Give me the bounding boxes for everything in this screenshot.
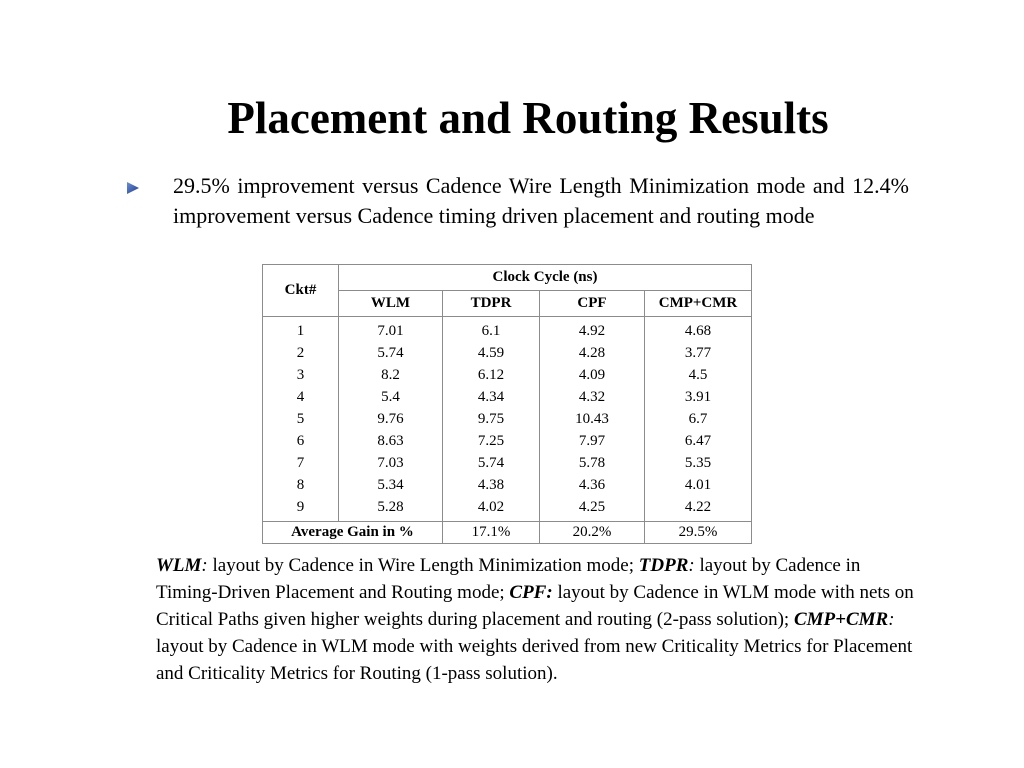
cmp-cmr-value: 6.47 <box>645 430 752 452</box>
wlm-value: 7.01 <box>339 317 443 343</box>
table-row <box>263 408 752 430</box>
wlm-description: layout by Cadence in Wire Length Minimization mode; <box>207 555 639 576</box>
table-row <box>263 474 752 496</box>
cpf-term: CPF: <box>509 582 553 603</box>
cpf-value: 4.92 <box>540 317 645 343</box>
wlm-value: 7.03 <box>339 452 443 474</box>
cmp-cmr-value: 5.35 <box>645 452 752 474</box>
wlm-value: 8.2 <box>339 364 443 386</box>
triangle-bullet-icon <box>126 181 140 195</box>
wlm-value: 5.4 <box>339 386 443 408</box>
wlm-colon: : <box>201 555 208 576</box>
tdpr-colon: : <box>688 555 695 576</box>
cpf-value: 4.28 <box>540 342 645 364</box>
cpf-value: 4.32 <box>540 386 645 408</box>
ckt-number: 9 <box>263 496 339 522</box>
wlm-value: 9.76 <box>339 408 443 430</box>
ckt-number: 8 <box>263 474 339 496</box>
wlm-value: 5.34 <box>339 474 443 496</box>
tdpr-value: 6.1 <box>443 317 540 343</box>
clock-cycle-header: Clock Cycle (ns) <box>339 265 752 291</box>
wlm-value: 5.28 <box>339 496 443 522</box>
cmp-cmr-value: 4.68 <box>645 317 752 343</box>
average-gain-label: Average Gain in % <box>263 522 443 544</box>
column-header-tdpr: TDPR <box>443 291 540 317</box>
table-header-row <box>263 265 752 291</box>
tdpr-value: 7.25 <box>443 430 540 452</box>
tdpr-term: TDPR <box>638 555 689 576</box>
table-row <box>263 452 752 474</box>
ckt-header: Ckt# <box>263 265 339 317</box>
ckt-number: 2 <box>263 342 339 364</box>
cpf-value: 4.09 <box>540 364 645 386</box>
tdpr-value: 9.75 <box>443 408 540 430</box>
ckt-number: 5 <box>263 408 339 430</box>
cmp-cmr-value: 4.5 <box>645 364 752 386</box>
bullet-text: 29.5% improvement versus Cadence Wire Length Minimization mode and 12.4% improvement versus Cadence timing driven placement and routing mode <box>173 173 909 228</box>
cmp-cmr-value: 4.01 <box>645 474 752 496</box>
ckt-number: 7 <box>263 452 339 474</box>
results-table <box>262 264 752 544</box>
cpf-description: layout by Cadence in WLM mode with nets on Critical Paths given higher weights during placement and routing (2-pass solution); <box>156 582 914 630</box>
cmp-cmr-value: 6.7 <box>645 408 752 430</box>
ckt-number: 1 <box>263 317 339 343</box>
table-row <box>263 364 752 386</box>
cpf-average-gain: 20.2% <box>540 522 645 544</box>
wlm-value: 5.74 <box>339 342 443 364</box>
tdpr-value: 4.38 <box>443 474 540 496</box>
cpf-value: 4.36 <box>540 474 645 496</box>
tdpr-value: 4.59 <box>443 342 540 364</box>
table-row <box>263 342 752 364</box>
tdpr-value: 4.02 <box>443 496 540 522</box>
ckt-number: 4 <box>263 386 339 408</box>
column-header-cpf: CPF <box>540 291 645 317</box>
cmp-cmr-value: 4.22 <box>645 496 752 522</box>
average-gain-row <box>263 522 752 544</box>
tdpr-value: 6.12 <box>443 364 540 386</box>
cpf-value: 10.43 <box>540 408 645 430</box>
tdpr-description: layout by Cadence in Timing-Driven Placement and Routing mode; <box>156 555 861 603</box>
cmp-cmr-value: 3.77 <box>645 342 752 364</box>
tdpr-average-gain: 17.1% <box>443 522 540 544</box>
cmp-cmr-average-gain: 29.5% <box>645 522 752 544</box>
cpf-value: 4.25 <box>540 496 645 522</box>
table-row <box>263 496 752 522</box>
column-header-wlm: WLM <box>339 291 443 317</box>
cpf-value: 5.78 <box>540 452 645 474</box>
wlm-value: 8.63 <box>339 430 443 452</box>
tdpr-value: 5.74 <box>443 452 540 474</box>
legend-paragraph <box>156 552 916 687</box>
cmp-cmr-colon: : <box>888 609 895 630</box>
cpf-value: 7.97 <box>540 430 645 452</box>
tdpr-value: 4.34 <box>443 386 540 408</box>
cmp-cmr-term: CMP+CMR <box>793 609 889 630</box>
ckt-number: 3 <box>263 364 339 386</box>
cmp-cmr-value: 3.91 <box>645 386 752 408</box>
table-row <box>263 317 752 343</box>
ckt-number: 6 <box>263 430 339 452</box>
table-row <box>263 386 752 408</box>
wlm-term: WLM <box>156 555 202 576</box>
cmp-cmr-description: layout by Cadence in WLM mode with weights derived from new Criticality Metrics for Placement and Criticality Metrics for Routing (1-pass solution). <box>156 636 913 684</box>
slide-title: Placement and Routing Results <box>227 93 829 143</box>
column-header-cmp-cmr: CMP+CMR <box>645 291 752 317</box>
table-row <box>263 430 752 452</box>
